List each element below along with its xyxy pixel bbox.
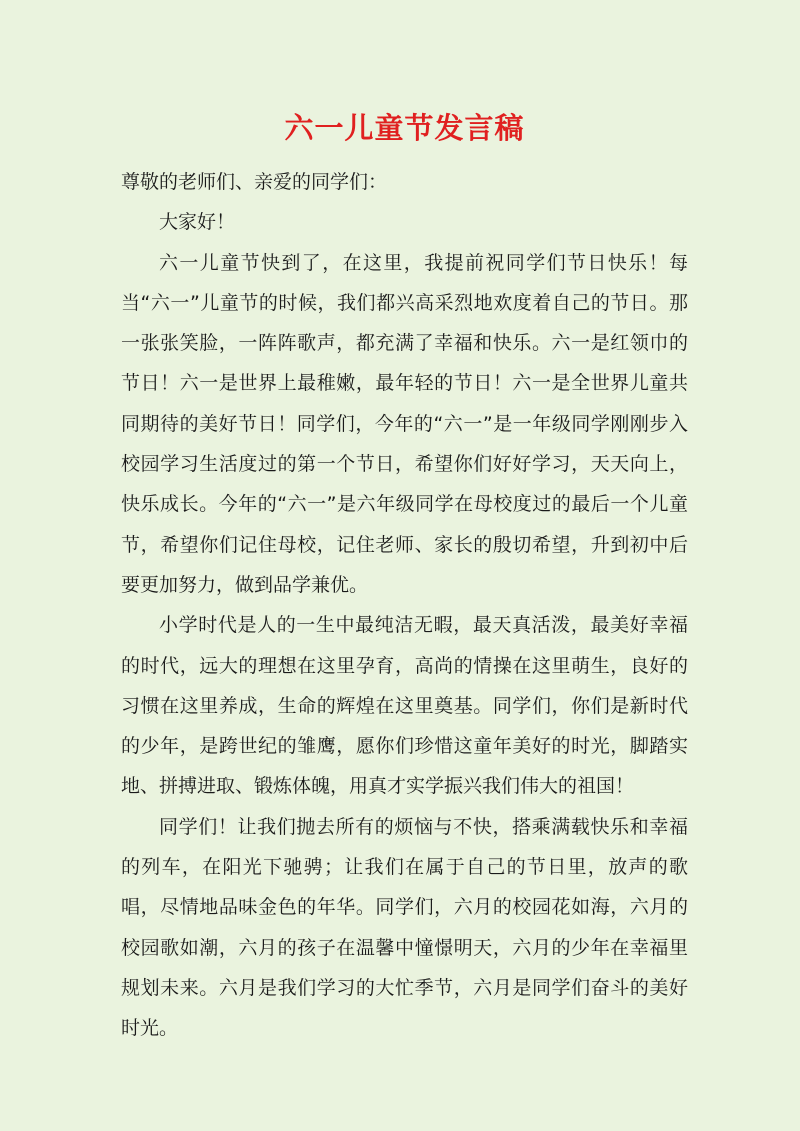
- paragraph-school-years: 小学时代是人的一生中最纯洁无暇，最天真活泼，最美好幸福的时代，远大的理想在这里孕育，高尚的情操在这里萌生，良好的习惯在这里养成，生命的辉煌在这里奠基。同学们，你们是新时代的少年，是跨世纪的雏鹰，愿你们珍惜这童年美好的时光，脚踏实地、拼搏进取、锻炼体魄，用真才实学振兴我们伟大的祖国！: [121, 614, 688, 798]
- paragraph-greeting: 大家好！: [159, 211, 236, 234]
- paragraph-childrens-day: 六一儿童节快到了，在这里，我提前祝同学们节日快乐！每当“六一”儿童节的时候，我们都兴高采烈地欢度着自己的节日。那一张张笑脸，一阵阵歌声，都充满了幸福和快乐。六一是红领巾的节日！六一是世界上最稚嫩，最年轻的节日！六一是全世界儿童共同期待的美好节日！同学们，今年的“六一”是一年级同学刚刚步入校园学习生活度过的第一个节日，希望你们好好学习，天天向上，快乐成长。今年的“六一”是六年级同学在母校度过的最后一个儿童节，希望你们记住母校，记住老师、家长的殷切希望，升到初中后要更加努力，做到品学兼优。: [121, 251, 688, 596]
- salutation: 尊敬的老师们、亲爱的同学们：: [121, 171, 388, 193]
- document-title: 六一儿童节发言稿: [284, 111, 525, 145]
- paragraph-june: 同学们！让我们抛去所有的烦恼与不快，搭乘满载快乐和幸福的列车，在阳光下驰骋；让我们在属于自己的节日里，放声的歌唱，尽情地品味金色的年华。同学们，六月的校园花如海，六月的校园歌如潮，六月的孩子在温馨中憧憬明天，六月的少年在幸福里规划未来。六月是我们学习的大忙季节，六月是同学们奋斗的美好时光。: [121, 815, 688, 1040]
